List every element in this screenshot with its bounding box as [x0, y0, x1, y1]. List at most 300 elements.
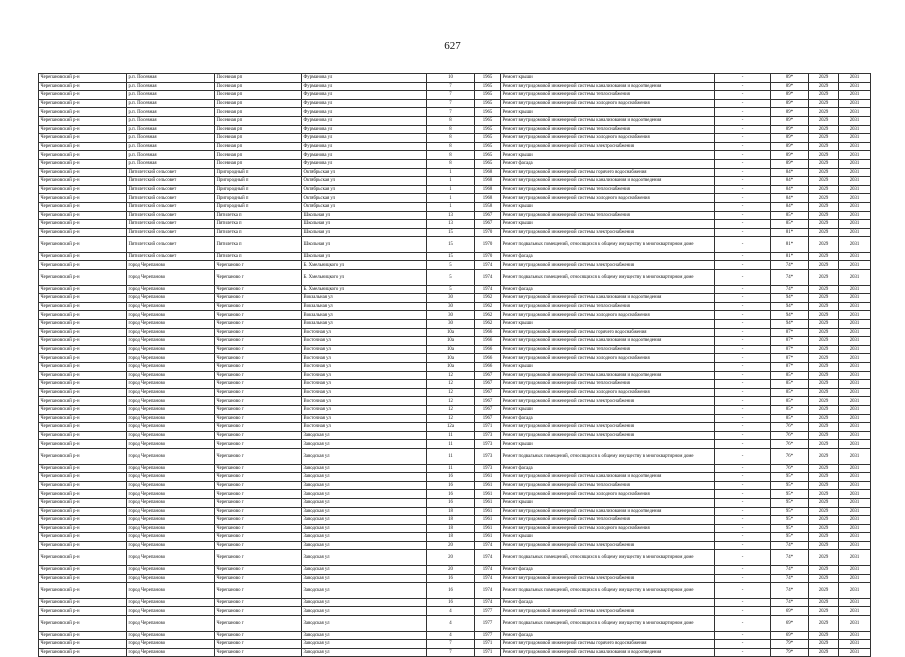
settlement-cell: р.п. Посевная	[127, 116, 215, 125]
year-cell: 1965	[475, 142, 501, 151]
work-type-cell: Ремонт внутридомовой инженерной системы электроснабжения	[501, 142, 715, 151]
wear-cell: 89*	[771, 116, 809, 125]
year-cell: 1965	[475, 125, 501, 134]
year-cell: 1966	[475, 363, 501, 372]
settlement-cell: город Черепаново	[127, 337, 215, 346]
locality-cell: Посевная рп	[215, 159, 302, 168]
settlement-cell: город Черепаново	[127, 285, 215, 294]
house-number-cell: 18	[427, 524, 475, 533]
district-cell: Черепановский р-н	[39, 414, 127, 423]
work-type-cell: Ремонт крыши	[501, 440, 715, 449]
year-cell: 1970	[475, 228, 501, 237]
year-cell: 1962	[475, 294, 501, 303]
district-cell: Черепановский р-н	[39, 177, 127, 186]
street-cell: Восточная ул	[302, 345, 427, 354]
year-cell: 1973	[475, 440, 501, 449]
settlement-cell: р.п. Посевная	[127, 134, 215, 143]
locality-cell: Пятилетка п	[215, 228, 302, 237]
start-year-cell: 2029	[809, 99, 839, 108]
wear-cell: 74*	[771, 285, 809, 294]
year-cell: 1970	[475, 252, 501, 261]
wear-cell: 69*	[771, 631, 809, 640]
cost-cell: -	[715, 237, 771, 253]
district-cell: Черепановский р-н	[39, 648, 127, 657]
district-cell: Черепановский р-н	[39, 228, 127, 237]
end-year-cell: 2031	[839, 302, 871, 311]
end-year-cell: 2031	[839, 440, 871, 449]
end-year-cell: 2031	[839, 177, 871, 186]
district-cell: Черепановский р-н	[39, 142, 127, 151]
cost-cell: -	[715, 99, 771, 108]
start-year-cell: 2029	[809, 177, 839, 186]
house-number-cell: 1	[427, 194, 475, 203]
start-year-cell: 2029	[809, 583, 839, 599]
year-cell: 1965	[475, 116, 501, 125]
settlement-cell: город Черепаново	[127, 345, 215, 354]
table-row	[39, 177, 871, 186]
locality-cell: Посевная рп	[215, 116, 302, 125]
locality-cell: Пригородный п	[215, 168, 302, 177]
table-row	[39, 194, 871, 203]
settlement-cell: город Черепаново	[127, 270, 215, 286]
table-row	[39, 168, 871, 177]
locality-cell: Черепаново г	[215, 490, 302, 499]
district-cell: Черепановский р-н	[39, 320, 127, 329]
street-cell: Заводская ул	[302, 473, 427, 482]
table-row	[39, 574, 871, 583]
work-type-cell: Ремонт фасада	[501, 414, 715, 423]
table-row	[39, 607, 871, 616]
settlement-cell: город Черепаново	[127, 481, 215, 490]
locality-cell: Черепаново г	[215, 311, 302, 320]
work-type-cell: Ремонт внутридомовой инженерной системы канализования и водоотведения	[501, 116, 715, 125]
district-cell: Черепановский р-н	[39, 607, 127, 616]
start-year-cell: 2029	[809, 220, 839, 229]
table-row	[39, 228, 871, 237]
cost-cell: -	[715, 142, 771, 151]
wear-cell: 89*	[771, 125, 809, 134]
start-year-cell: 2029	[809, 91, 839, 100]
end-year-cell: 2031	[839, 405, 871, 414]
house-number-cell: 8	[427, 142, 475, 151]
start-year-cell: 2029	[809, 464, 839, 473]
settlement-cell: р.п. Посевная	[127, 142, 215, 151]
house-number-cell: 15	[427, 228, 475, 237]
end-year-cell: 2031	[839, 631, 871, 640]
table-row	[39, 524, 871, 533]
house-number-cell: 20	[427, 550, 475, 566]
settlement-cell: город Черепаново	[127, 533, 215, 542]
settlement-cell: город Черепаново	[127, 311, 215, 320]
street-cell: Б. Хмельницкого ул	[302, 261, 427, 270]
district-cell: Черепановский р-н	[39, 211, 127, 220]
table-row	[39, 320, 871, 329]
settlement-cell: город Черепаново	[127, 550, 215, 566]
district-cell: Черепановский р-н	[39, 431, 127, 440]
wear-cell: 89*	[771, 142, 809, 151]
start-year-cell: 2029	[809, 311, 839, 320]
cost-cell: -	[715, 108, 771, 117]
locality-cell: Черепаново г	[215, 473, 302, 482]
wear-cell: 87*	[771, 328, 809, 337]
settlement-cell: город Черепаново	[127, 574, 215, 583]
work-type-cell: Ремонт внутридомовой инженерной системы теплоснабжения	[501, 380, 715, 389]
wear-cell: 95*	[771, 473, 809, 482]
cost-cell: -	[715, 82, 771, 91]
cost-cell: -	[715, 371, 771, 380]
year-cell: 1971	[475, 648, 501, 657]
district-cell: Черепановский р-н	[39, 82, 127, 91]
district-cell: Черепановский р-н	[39, 354, 127, 363]
end-year-cell: 2031	[839, 311, 871, 320]
street-cell: Заводская ул	[302, 440, 427, 449]
district-cell: Черепановский р-н	[39, 574, 127, 583]
year-cell: 1974	[475, 270, 501, 286]
start-year-cell: 2029	[809, 211, 839, 220]
table-row	[39, 328, 871, 337]
street-cell: Восточная ул	[302, 363, 427, 372]
settlement-cell: город Черепаново	[127, 583, 215, 599]
district-cell: Черепановский р-н	[39, 541, 127, 550]
year-cell: 1967	[475, 220, 501, 229]
street-cell: Школьная ул	[302, 220, 427, 229]
street-cell: Заводская ул	[302, 550, 427, 566]
table-row	[39, 448, 871, 464]
table-row	[39, 516, 871, 525]
wear-cell: 76*	[771, 464, 809, 473]
locality-cell: Черепаново г	[215, 607, 302, 616]
table-row	[39, 125, 871, 134]
table-row	[39, 159, 871, 168]
cost-cell: -	[715, 302, 771, 311]
street-cell: Вокзальная ул	[302, 311, 427, 320]
start-year-cell: 2029	[809, 363, 839, 372]
wear-cell: 89*	[771, 159, 809, 168]
wear-cell: 84*	[771, 177, 809, 186]
table-row	[39, 414, 871, 423]
start-year-cell: 2029	[809, 397, 839, 406]
year-cell: 1968	[475, 177, 501, 186]
wear-cell: 85*	[771, 405, 809, 414]
house-number-cell: 16	[427, 490, 475, 499]
end-year-cell: 2031	[839, 473, 871, 482]
work-type-cell: Ремонт внутридомовой инженерной системы теплоснабжения	[501, 211, 715, 220]
wear-cell: 81*	[771, 237, 809, 253]
wear-cell: 87*	[771, 354, 809, 363]
settlement-cell: город Черепаново	[127, 431, 215, 440]
work-type-cell: Ремонт внутридомовой инженерной системы теплоснабжения	[501, 345, 715, 354]
street-cell: Заводская ул	[302, 574, 427, 583]
cost-cell: -	[715, 388, 771, 397]
street-cell: Заводская ул	[302, 524, 427, 533]
house-number-cell: 10а	[427, 354, 475, 363]
house-number-cell: 5	[427, 285, 475, 294]
locality-cell: Черепаново г	[215, 481, 302, 490]
table-row	[39, 473, 871, 482]
house-number-cell: 16	[427, 598, 475, 607]
wear-cell: 76*	[771, 431, 809, 440]
district-cell: Черепановский р-н	[39, 566, 127, 575]
table-row	[39, 185, 871, 194]
work-type-cell: Ремонт фасада	[501, 566, 715, 575]
table-row	[39, 285, 871, 294]
table-row	[39, 294, 871, 303]
street-cell: Заводская ул	[302, 583, 427, 599]
start-year-cell: 2029	[809, 640, 839, 649]
house-number-cell: 16	[427, 473, 475, 482]
year-cell: 1965	[475, 91, 501, 100]
cost-cell: -	[715, 533, 771, 542]
cost-cell: -	[715, 320, 771, 329]
start-year-cell: 2029	[809, 337, 839, 346]
end-year-cell: 2031	[839, 648, 871, 657]
table-row	[39, 616, 871, 632]
wear-cell: 95*	[771, 524, 809, 533]
table-row	[39, 261, 871, 270]
work-type-cell: Ремонт фасада	[501, 285, 715, 294]
district-cell: Черепановский р-н	[39, 490, 127, 499]
end-year-cell: 2031	[839, 550, 871, 566]
table-row	[39, 388, 871, 397]
start-year-cell: 2029	[809, 168, 839, 177]
cost-cell: -	[715, 583, 771, 599]
end-year-cell: 2031	[839, 423, 871, 432]
work-type-cell: Ремонт внутридомовой инженерной системы электроснабжения	[501, 261, 715, 270]
cost-cell: -	[715, 363, 771, 372]
start-year-cell: 2029	[809, 328, 839, 337]
wear-cell: 87*	[771, 337, 809, 346]
cost-cell: -	[715, 285, 771, 294]
start-year-cell: 2029	[809, 648, 839, 657]
locality-cell: Черепаново г	[215, 302, 302, 311]
start-year-cell: 2029	[809, 252, 839, 261]
district-cell: Черепановский р-н	[39, 91, 127, 100]
start-year-cell: 2029	[809, 74, 839, 83]
start-year-cell: 2029	[809, 261, 839, 270]
end-year-cell: 2031	[839, 108, 871, 117]
locality-cell: Пригородный п	[215, 185, 302, 194]
table-row	[39, 116, 871, 125]
cost-cell: -	[715, 507, 771, 516]
work-type-cell: Ремонт внутридомовой инженерной системы теплоснабжения	[501, 185, 715, 194]
house-number-cell: 18	[427, 533, 475, 542]
work-type-cell: Ремонт крыши	[501, 108, 715, 117]
street-cell: Школьная ул	[302, 237, 427, 253]
table-row	[39, 211, 871, 220]
settlement-cell: город Черепаново	[127, 405, 215, 414]
locality-cell: Пригородный п	[215, 194, 302, 203]
year-cell: 1967	[475, 371, 501, 380]
year-cell: 1977	[475, 616, 501, 632]
settlement-cell: Пятилетский сельсовет	[127, 252, 215, 261]
table-row	[39, 270, 871, 286]
district-cell: Черепановский р-н	[39, 202, 127, 211]
wear-cell: 85*	[771, 397, 809, 406]
house-number-cell: 11	[427, 440, 475, 449]
cost-cell: -	[715, 423, 771, 432]
work-type-cell: Ремонт внутридомовой инженерной системы электроснабжения	[501, 228, 715, 237]
settlement-cell: город Черепаново	[127, 371, 215, 380]
settlement-cell: Пятилетский сельсовет	[127, 228, 215, 237]
street-cell: Заводская ул	[302, 533, 427, 542]
year-cell: 1977	[475, 607, 501, 616]
start-year-cell: 2029	[809, 82, 839, 91]
locality-cell: Черепаново г	[215, 440, 302, 449]
wear-cell: 85*	[771, 371, 809, 380]
district-cell: Черепановский р-н	[39, 363, 127, 372]
work-type-cell: Ремонт внутридомовой инженерной системы канализования и водоотведения	[501, 294, 715, 303]
locality-cell: Черепаново г	[215, 363, 302, 372]
table-row	[39, 142, 871, 151]
locality-cell: Черепаново г	[215, 414, 302, 423]
table-row	[39, 498, 871, 507]
settlement-cell: город Черепаново	[127, 464, 215, 473]
year-cell: 1974	[475, 583, 501, 599]
house-number-cell: 8	[427, 151, 475, 160]
start-year-cell: 2029	[809, 631, 839, 640]
house-number-cell: 5	[427, 270, 475, 286]
street-cell: Школьная ул	[302, 252, 427, 261]
work-type-cell: Ремонт внутридомовой инженерной системы электроснабжения	[501, 431, 715, 440]
work-type-cell: Ремонт внутридомовой инженерной системы холодного водоснабжения	[501, 524, 715, 533]
house-number-cell: 30	[427, 294, 475, 303]
wear-cell: 74*	[771, 261, 809, 270]
house-number-cell: 10а	[427, 328, 475, 337]
work-type-cell: Ремонт внутридомовой инженерной системы холодного водоснабжения	[501, 134, 715, 143]
locality-cell: Черепаново г	[215, 448, 302, 464]
year-cell: 1962	[475, 320, 501, 329]
locality-cell: Черепаново г	[215, 583, 302, 599]
district-cell: Черепановский р-н	[39, 524, 127, 533]
start-year-cell: 2029	[809, 237, 839, 253]
start-year-cell: 2029	[809, 202, 839, 211]
settlement-cell: город Черепаново	[127, 541, 215, 550]
settlement-cell: город Черепаново	[127, 507, 215, 516]
settlement-cell: город Черепаново	[127, 631, 215, 640]
house-number-cell: 1	[427, 202, 475, 211]
table-row	[39, 481, 871, 490]
table-row	[39, 237, 871, 253]
street-cell: Заводская ул	[302, 490, 427, 499]
settlement-cell: Пятилетский сельсовет	[127, 237, 215, 253]
locality-cell: Посевная рп	[215, 142, 302, 151]
work-type-cell: Ремонт внутридомовой инженерной системы канализования и водоотведения	[501, 371, 715, 380]
district-cell: Черепановский р-н	[39, 108, 127, 117]
house-number-cell: 12а	[427, 423, 475, 432]
end-year-cell: 2031	[839, 431, 871, 440]
street-cell: Заводская ул	[302, 431, 427, 440]
street-cell: Заводская ул	[302, 498, 427, 507]
cost-cell: -	[715, 516, 771, 525]
cost-cell: -	[715, 211, 771, 220]
end-year-cell: 2031	[839, 371, 871, 380]
house-number-cell: 20	[427, 541, 475, 550]
end-year-cell: 2031	[839, 414, 871, 423]
end-year-cell: 2031	[839, 607, 871, 616]
house-number-cell: 7	[427, 99, 475, 108]
table-row	[39, 598, 871, 607]
street-cell: Восточная ул	[302, 414, 427, 423]
start-year-cell: 2029	[809, 371, 839, 380]
wear-cell: 95*	[771, 490, 809, 499]
start-year-cell: 2029	[809, 566, 839, 575]
settlement-cell: р.п. Посевная	[127, 99, 215, 108]
district-cell: Черепановский р-н	[39, 185, 127, 194]
house-number-cell: 30	[427, 320, 475, 329]
start-year-cell: 2029	[809, 116, 839, 125]
district-cell: Черепановский р-н	[39, 74, 127, 83]
year-cell: 1974	[475, 541, 501, 550]
work-type-cell: Ремонт внутридомовой инженерной системы канализования и водоотведения	[501, 473, 715, 482]
house-number-cell: 15	[427, 252, 475, 261]
cost-cell: -	[715, 631, 771, 640]
end-year-cell: 2031	[839, 464, 871, 473]
cost-cell: -	[715, 524, 771, 533]
district-cell: Черепановский р-н	[39, 345, 127, 354]
district-cell: Черепановский р-н	[39, 194, 127, 203]
settlement-cell: город Черепаново	[127, 328, 215, 337]
cost-cell: -	[715, 228, 771, 237]
settlement-cell: Пятилетский сельсовет	[127, 202, 215, 211]
street-cell: Заводская ул	[302, 640, 427, 649]
end-year-cell: 2031	[839, 363, 871, 372]
start-year-cell: 2029	[809, 533, 839, 542]
settlement-cell: город Черепаново	[127, 498, 215, 507]
table-row	[39, 82, 871, 91]
district-cell: Черепановский р-н	[39, 583, 127, 599]
year-cell: 1968	[475, 185, 501, 194]
start-year-cell: 2029	[809, 414, 839, 423]
start-year-cell: 2029	[809, 294, 839, 303]
start-year-cell: 2029	[809, 481, 839, 490]
settlement-cell: город Черепаново	[127, 616, 215, 632]
settlement-cell: город Черепаново	[127, 380, 215, 389]
end-year-cell: 2031	[839, 168, 871, 177]
settlement-cell: город Черепаново	[127, 516, 215, 525]
wear-cell: 76*	[771, 440, 809, 449]
district-cell: Черепановский р-н	[39, 616, 127, 632]
table-row	[39, 648, 871, 657]
street-cell: Фурманова ул	[302, 134, 427, 143]
start-year-cell: 2029	[809, 159, 839, 168]
start-year-cell: 2029	[809, 108, 839, 117]
locality-cell: Посевная рп	[215, 134, 302, 143]
house-number-cell: 12	[427, 397, 475, 406]
street-cell: Заводская ул	[302, 616, 427, 632]
table-row	[39, 202, 871, 211]
work-type-cell: Ремонт крыши	[501, 220, 715, 229]
street-cell: Б. Хмельницкого ул	[302, 285, 427, 294]
district-cell: Черепановский р-н	[39, 151, 127, 160]
district-cell: Черепановский р-н	[39, 598, 127, 607]
house-number-cell: 12	[427, 405, 475, 414]
district-cell: Черепановский р-н	[39, 168, 127, 177]
end-year-cell: 2031	[839, 185, 871, 194]
year-cell: 1973	[475, 431, 501, 440]
house-number-cell: 1	[427, 168, 475, 177]
house-number-cell: 11	[427, 431, 475, 440]
locality-cell: Черепаново г	[215, 507, 302, 516]
street-cell: Восточная ул	[302, 328, 427, 337]
table-row	[39, 134, 871, 143]
wear-cell: 94*	[771, 320, 809, 329]
end-year-cell: 2031	[839, 142, 871, 151]
locality-cell: Черепаново г	[215, 616, 302, 632]
locality-cell: Черепаново г	[215, 423, 302, 432]
year-cell: 1968	[475, 194, 501, 203]
cost-cell: -	[715, 380, 771, 389]
year-cell: 1966	[475, 328, 501, 337]
